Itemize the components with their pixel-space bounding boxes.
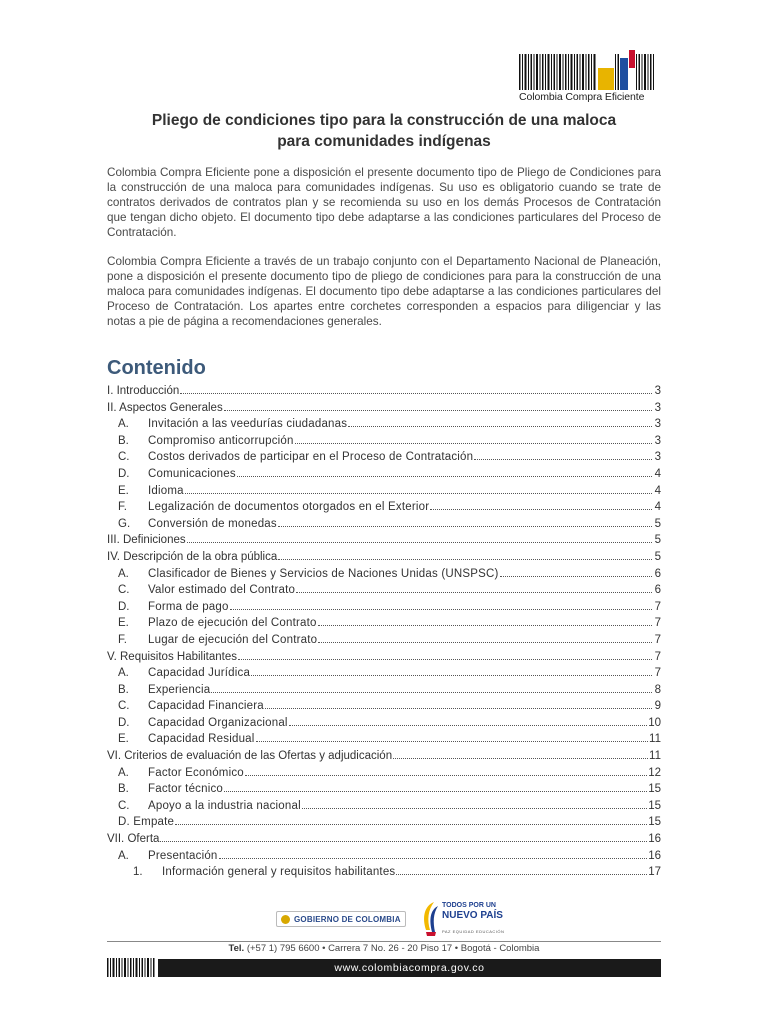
toc-entry-title: D. Empate [118,816,175,829]
nuevo-pais-emblem-icon [420,900,442,938]
toc-leader-dots [187,532,652,543]
toc-leader-dots [302,798,647,809]
toc-entry[interactable] [107,798,661,815]
toc-entry-page: 5 [654,550,661,563]
toc-leader-dots [265,698,652,709]
toc-entry[interactable] [107,748,661,765]
toc-entry-page: 4 [654,467,661,480]
toc-entry[interactable] [107,433,661,450]
toc-entry-title: Clasificador de Bienes y Servicios de Naciones Unidas (UNSPSC) [148,567,499,580]
toc-entry[interactable] [107,499,661,516]
pais-line-2: NUEVO PAÍS [442,910,503,921]
toc-entry-page: 3 [654,434,661,447]
toc-entry-title: Legalización de documentos otorgados en el Exterior [148,501,430,514]
toc-entry-page: 12 [648,766,661,779]
toc-entry-page: 6 [654,584,661,597]
toc-entry[interactable] [107,715,661,732]
colombia-compra-logo [515,48,660,108]
toc-entry-page: 11 [649,750,661,763]
title-line-2: para comunidades indígenas [277,133,491,150]
contact-info: (+57 1) 795 6600 • Carrera 7 No. 26 - 20 Piso 17 • Bogotá - Colombia [246,943,540,954]
toc-entry[interactable] [107,532,661,549]
toc-entry-letter: D. [118,716,130,729]
toc-entry-page: 15 [648,816,661,829]
toc-entry-letter: C. [118,799,130,812]
toc-entry-page: 4 [654,484,661,497]
toc-entry-title: II. Aspectos Generales [107,401,223,414]
toc-entry-page: 16 [648,849,661,862]
toc-leader-dots [185,483,652,494]
toc-entry-page: 7 [654,600,661,613]
toc-entry-page: 8 [654,683,661,696]
toc-entry-letter: A. [118,766,129,779]
toc-entry-page: 3 [654,385,661,397]
toc-leader-dots [318,632,652,643]
toc-entry-page: 3 [654,418,661,431]
toc-entry-letter: 1. [133,866,143,879]
pais-line-1: TODOS POR UN [442,902,496,909]
toc-entry-letter: E. [118,617,129,630]
toc-leader-dots [219,848,648,859]
toc-entry-page: 5 [654,517,661,530]
toc-entry[interactable] [107,549,661,566]
toc-entry-page: 15 [648,783,661,796]
toc-entry-title: Apoyo a la industria nacional [148,799,301,812]
toc-entry-title: Valor estimado del Contrato [148,584,296,597]
toc-entry-page: 7 [654,617,661,630]
toc-entry-page: 7 [654,650,661,663]
toc-leader-dots [211,682,652,693]
toc-entry-title: Capacidad Organizacional [148,716,288,729]
toc-entry[interactable] [107,383,661,400]
toc-entry[interactable] [107,814,661,831]
toc-entry-title: Factor Económico [148,766,244,779]
toc-entry-letter: D. [118,600,130,613]
toc-entry[interactable] [107,582,661,599]
footer-contact [107,942,661,956]
barcode-logo-icon [519,48,659,90]
toc-entry[interactable] [107,831,661,848]
tel-label: Tel. [228,943,245,954]
toc-entry-page: 6 [654,567,661,580]
toc-leader-dots [295,433,652,444]
toc-entry-title: Compromiso anticorrupción [148,434,294,447]
contents-heading: Contenido [107,357,206,379]
toc-leader-dots [251,665,652,676]
toc-entry-title: Conversión de monedas [148,517,277,530]
toc-entry-title: Capacidad Jurídica [148,667,251,680]
toc-entry-title: Lugar de ejecución del Contrato [148,633,318,646]
toc-entry-letter: A. [118,418,129,431]
toc-entry-page: 7 [654,667,661,680]
pais-line-3: PAZ EQUIDAD EDUCACIÓN [442,929,505,934]
toc-entry-title: Capacidad Residual [148,733,255,746]
toc-entry[interactable] [107,449,661,466]
toc-entry-title: Capacidad Financiera [148,700,264,713]
toc-entry-letter: B. [118,683,129,696]
todos-por-un-nuevo-pais-logo [420,898,510,940]
toc-entry-letter: F. [118,501,127,514]
toc-entry-title: Costos derivados de participar en el Proceso de Contratación [148,451,474,464]
toc-leader-dots [393,748,648,759]
toc-entry[interactable] [107,566,661,583]
toc-entry-page: 3 [654,451,661,464]
toc-entry-page: 9 [654,700,661,713]
footer-url[interactable]: www.colombiacompra.gov.co [158,959,661,977]
toc-entry-title: Forma de pago [148,600,229,613]
toc-entry-page: 3 [654,401,661,414]
toc-entry-page: 15 [648,799,661,812]
toc-entry-letter: C. [118,451,130,464]
toc-entry-title: I. Introducción [107,385,180,397]
toc-leader-dots [160,831,647,842]
toc-leader-dots [245,765,647,776]
toc-entry-title: Comunicaciones [148,467,236,480]
toc-leader-dots [175,814,647,825]
toc-leader-dots [238,649,652,660]
toc-entry[interactable] [107,400,661,417]
logo-text: Colombia Compra Eficiente [519,91,645,103]
toc-leader-dots [296,582,652,593]
toc-entry[interactable] [107,516,661,533]
toc-leader-dots [474,449,652,460]
toc-leader-dots [348,416,652,427]
intro-paragraph-2: Colombia Compra Eficiente a través de un trabajo conjunto con el Departamento Nacional de Planeación, pone a disposición el presente documento tipo de pliego de condiciones para para la construcción de una maloca para comunidades indígenas. El documento tipo debe adaptarse a las condiciones particulares del Proceso de Contratación. Los apartes entre corchetes corresponden a espacios para diligenciar y las notas a pie de página a recomendaciones generales. [107,255,661,328]
toc-entry[interactable] [107,682,661,699]
toc-leader-dots [278,516,652,527]
toc-entry-letter: A. [118,567,129,580]
toc-leader-dots [256,731,649,742]
toc-entry-letter: B. [118,783,129,796]
footer-barcode-icon [107,958,157,977]
toc-entry-title: Presentación [148,849,218,862]
pais-logo-text [442,902,503,921]
toc-leader-dots [278,549,652,560]
toc-entry-title: III. Definiciones [107,534,186,547]
toc-entry-letter: G. [118,517,131,530]
document-title [100,110,668,152]
toc-entry-letter: F. [118,633,127,646]
toc-entry-title: VI. Criterios de evaluación de las Ofertas y adjudicación [107,750,393,763]
toc-leader-dots [500,566,652,577]
toc-entry[interactable] [107,466,661,483]
toc-entry[interactable] [107,632,661,649]
gobierno-de-colombia-logo [276,911,406,927]
toc-entry-title: Plazo de ejecución del Contrato [148,617,317,630]
toc-entry-letter: C. [118,584,130,597]
toc-entry-letter: E. [118,733,129,746]
toc-leader-dots [289,715,648,726]
toc-entry-title: VII. Oferta [107,833,160,846]
toc-entry[interactable] [107,698,661,715]
toc-leader-dots [180,383,652,394]
toc-entry-page: 17 [648,866,661,879]
title-line-1: Pliego de condiciones tipo para la construcción de una maloca [151,112,617,129]
gov-logo-text: GOBIERNO DE COLOMBIA [294,914,401,924]
colombia-seal-icon [281,915,290,924]
toc-entry-letter: D. [118,467,130,480]
toc-entry[interactable] [107,416,661,433]
toc-entry[interactable] [107,781,661,798]
toc-entry-title: V. Requisitos Habilitantes [107,650,237,663]
toc-entry[interactable] [107,731,661,748]
toc-entry[interactable] [107,615,661,632]
toc-entry-title: Idioma [148,484,184,497]
toc-entry-letter: C. [118,700,130,713]
toc-leader-dots [224,400,652,411]
intro-paragraph-1: Colombia Compra Eficiente pone a disposición el presente documento tipo de Pliego de Condiciones para la construcción de una maloca para comunidades indígenas. Su uso es obligatorio cuando se trate de contratos derivados de contratos plan y se recomienda su uso en los demás Procesos de Contratación que tengan dicho objeto. El documento tipo debe adaptarse a las condiciones particulares del Proceso de Contratación. [107,166,661,239]
toc-entry-letter: E. [118,484,129,497]
toc-leader-dots [224,781,647,792]
toc-entry-letter: A. [118,849,129,862]
toc-entry-page: 7 [654,633,661,646]
toc-entry[interactable] [107,599,661,616]
toc-entry[interactable] [107,665,661,682]
toc-entry-page: 5 [654,534,661,547]
toc-entry-title: IV. Descripción de la obra pública [107,550,278,563]
toc-entry-title: Información general y requisitos habilitantes [162,866,396,879]
table-of-contents [107,383,661,881]
toc-entry[interactable] [107,649,661,666]
footer-logos [270,898,510,940]
toc-entry-letter: B. [118,434,129,447]
toc-entry-page: 10 [648,716,661,729]
toc-leader-dots [318,615,652,626]
toc-entry-title: Experiencia [148,683,211,696]
toc-leader-dots [430,499,652,510]
toc-entry-title: Invitación a las veedurías ciudadanas [148,418,348,431]
toc-entry-title: Factor técnico [148,783,224,796]
toc-entry[interactable] [107,848,661,865]
toc-leader-dots [237,466,652,477]
toc-entry[interactable] [107,483,661,500]
toc-entry[interactable] [107,864,661,881]
toc-entry-page: 4 [654,501,661,514]
toc-leader-dots [230,599,652,610]
toc-leader-dots [396,864,647,875]
toc-entry[interactable] [107,765,661,782]
toc-entry-letter: A. [118,667,129,680]
toc-entry-page: 11 [649,733,661,746]
toc-entry-page: 16 [648,833,661,846]
